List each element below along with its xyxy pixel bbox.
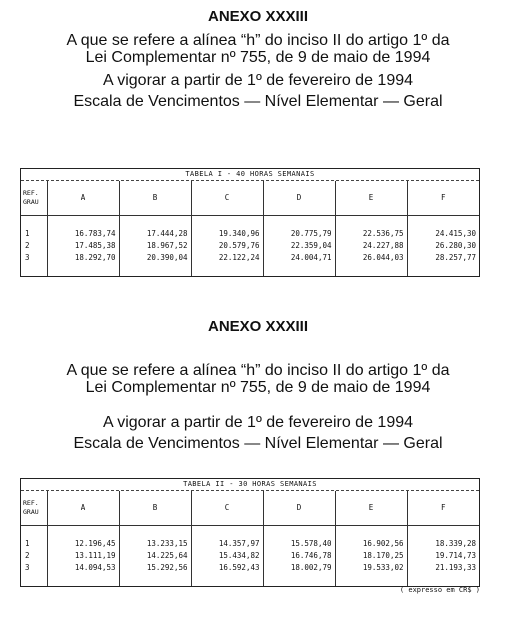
ref-header-label: REF.: [23, 498, 39, 507]
grau-cell: 1: [25, 228, 30, 238]
column-header: C: [191, 181, 263, 215]
reference-line-1: A que se refere a alínea “h” do inciso II do artigo 1º da: [66, 32, 450, 49]
value-cell: 21.193,33: [407, 562, 479, 574]
value-cell: 24.004,71: [263, 252, 335, 264]
salary-table-2: [20, 478, 480, 587]
column-header: F: [407, 491, 479, 525]
value-cell: 19.714,73: [407, 550, 479, 562]
value-cell: 18.170,25: [335, 550, 407, 562]
annex-heading: ANEXO XXXIII: [207, 318, 309, 335]
table-row: [21, 252, 479, 264]
grau-header-label: GRAU: [23, 507, 39, 516]
value-cell: 18.002,79: [263, 562, 335, 574]
value-cell: 18.292,70: [47, 252, 119, 264]
value-cell: 22.359,04: [263, 240, 335, 252]
table-grid: [21, 491, 479, 586]
value-cell: 17.485,38: [47, 240, 119, 252]
reference-line-1: A que se refere a alínea “h” do inciso II do artigo 1º da: [66, 362, 450, 379]
salary-table-1: [20, 168, 480, 277]
value-cell: 28.257,77: [407, 252, 479, 264]
table-grid: [21, 181, 479, 276]
value-cell: 19.533,02: [335, 562, 407, 574]
grau-header-label: GRAU: [23, 197, 39, 206]
value-cell: 19.340,96: [191, 228, 263, 240]
table-row: [21, 538, 479, 550]
value-cell: 14.357,97: [191, 538, 263, 550]
value-cell: 20.390,04: [119, 252, 191, 264]
column-header: A: [47, 181, 119, 215]
column-header: B: [119, 491, 191, 525]
table-row: [21, 550, 479, 562]
value-cell: 15.434,82: [191, 550, 263, 562]
value-cell: 15.292,56: [119, 562, 191, 574]
value-cell: 24.227,88: [335, 240, 407, 252]
annex-heading: ANEXO XXXIII: [207, 8, 309, 25]
value-cell: 20.579,76: [191, 240, 263, 252]
ref-grau-header: [21, 181, 47, 215]
value-cell: 14.225,64: [119, 550, 191, 562]
reference-line-2: Lei Complementar nº 755, de 9 de maio de 1994: [85, 49, 431, 66]
value-cell: 17.444,28: [119, 228, 191, 240]
value-cell: 16.592,43: [191, 562, 263, 574]
value-cell: 14.094,53: [47, 562, 119, 574]
value-cell: 20.775,79: [263, 228, 335, 240]
column-header: C: [191, 491, 263, 525]
value-cell: 22.536,75: [335, 228, 407, 240]
table-row: [21, 562, 479, 574]
value-cell: 12.196,45: [47, 538, 119, 550]
column-header: D: [263, 491, 335, 525]
table-row: [21, 228, 479, 240]
value-cell: 16.746,78: [263, 550, 335, 562]
grau-cell: 2: [25, 550, 30, 560]
column-header: E: [335, 491, 407, 525]
scale-title-line: Escala de Vencimentos — Nível Elementar — Geral: [73, 435, 443, 452]
value-cell: 26.280,30: [407, 240, 479, 252]
column-header: D: [263, 181, 335, 215]
table-title: TABELA II - 30 HORAS SEMANAIS: [21, 479, 479, 491]
value-cell: 16.902,56: [335, 538, 407, 550]
table-row: [21, 240, 479, 252]
value-cell: 22.122,24: [191, 252, 263, 264]
effective-date-line: A vigorar a partir de 1º de fevereiro de 1994: [102, 414, 414, 431]
currency-footnote: ( expresso em CR$ ): [399, 586, 480, 594]
column-header: E: [335, 181, 407, 215]
value-cell: 16.783,74: [47, 228, 119, 240]
grau-cell: 2: [25, 240, 30, 250]
column-header: A: [47, 491, 119, 525]
reference-line-2: Lei Complementar nº 755, de 9 de maio de 1994: [85, 379, 431, 396]
value-cell: 13.233,15: [119, 538, 191, 550]
scale-title-line: Escala de Vencimentos — Nível Elementar — Geral: [73, 93, 443, 110]
value-cell: 18.339,28: [407, 538, 479, 550]
grau-cell: 3: [25, 252, 30, 262]
effective-date-line: A vigorar a partir de 1º de fevereiro de 1994: [102, 72, 414, 89]
annex-block-2: [0, 318, 516, 452]
grau-cell: 1: [25, 538, 30, 548]
column-header: F: [407, 181, 479, 215]
value-cell: 15.578,40: [263, 538, 335, 550]
annex-block-1: [0, 8, 516, 110]
column-header: B: [119, 181, 191, 215]
value-cell: 18.967,52: [119, 240, 191, 252]
grau-cell: 3: [25, 562, 30, 572]
ref-header-label: REF.: [23, 188, 39, 197]
value-cell: 13.111,19: [47, 550, 119, 562]
table-title: TABELA I - 40 HORAS SEMANAIS: [21, 169, 479, 181]
value-cell: 26.044,03: [335, 252, 407, 264]
ref-grau-header: [21, 491, 47, 525]
value-cell: 24.415,30: [407, 228, 479, 240]
